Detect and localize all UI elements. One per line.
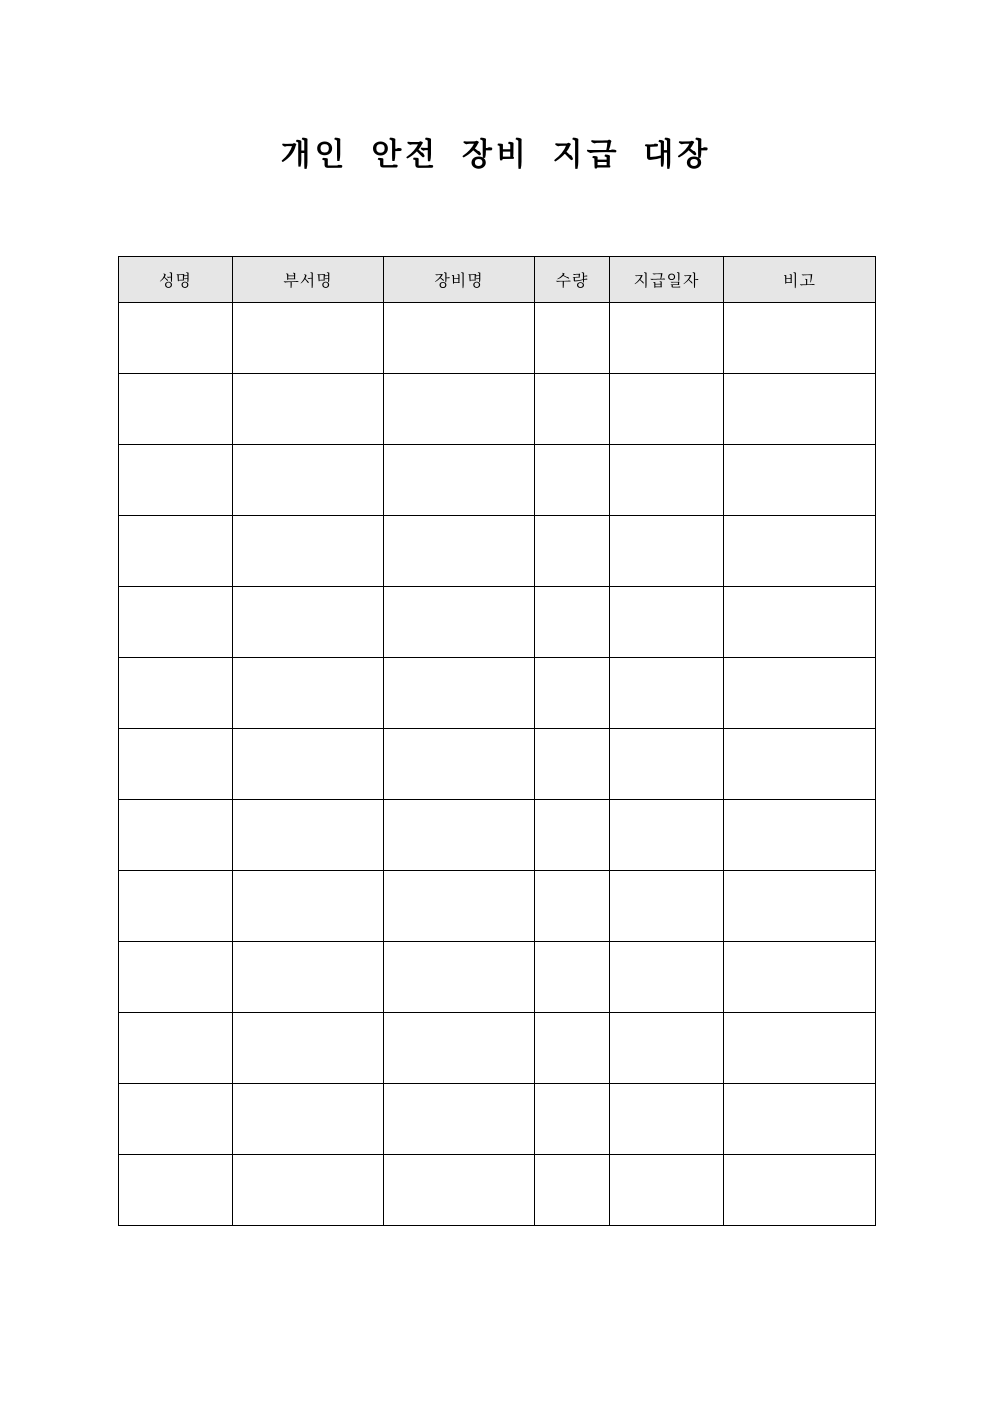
table-row [119,942,876,1013]
cell-name[interactable] [119,303,233,374]
cell-quantity[interactable] [535,303,610,374]
cell-issue-date[interactable] [610,729,724,800]
table-row [119,1084,876,1155]
cell-department[interactable] [233,871,384,942]
cell-quantity[interactable] [535,800,610,871]
cell-department[interactable] [233,516,384,587]
cell-department[interactable] [233,729,384,800]
cell-issue-date[interactable] [610,800,724,871]
cell-equipment[interactable] [384,658,535,729]
cell-department[interactable] [233,1155,384,1226]
table-row [119,516,876,587]
cell-remarks[interactable] [724,1155,876,1226]
table-body [119,303,876,1226]
cell-quantity[interactable] [535,516,610,587]
cell-issue-date[interactable] [610,942,724,1013]
cell-quantity[interactable] [535,1155,610,1226]
cell-name[interactable] [119,729,233,800]
cell-department[interactable] [233,303,384,374]
cell-remarks[interactable] [724,871,876,942]
cell-remarks[interactable] [724,658,876,729]
cell-issue-date[interactable] [610,445,724,516]
column-header-name: 성명 [119,257,233,303]
column-header-equipment: 장비명 [384,257,535,303]
cell-equipment[interactable] [384,1155,535,1226]
cell-remarks[interactable] [724,942,876,1013]
cell-equipment[interactable] [384,587,535,658]
table-row [119,800,876,871]
column-header-remarks: 비고 [724,257,876,303]
cell-remarks[interactable] [724,729,876,800]
table-header-row [119,257,876,303]
cell-equipment[interactable] [384,516,535,587]
cell-remarks[interactable] [724,303,876,374]
cell-name[interactable] [119,942,233,1013]
cell-issue-date[interactable] [610,374,724,445]
cell-equipment[interactable] [384,303,535,374]
cell-issue-date[interactable] [610,516,724,587]
cell-issue-date[interactable] [610,1155,724,1226]
cell-name[interactable] [119,587,233,658]
cell-remarks[interactable] [724,516,876,587]
cell-quantity[interactable] [535,374,610,445]
cell-quantity[interactable] [535,942,610,1013]
cell-remarks[interactable] [724,1084,876,1155]
cell-issue-date[interactable] [610,871,724,942]
cell-name[interactable] [119,800,233,871]
cell-remarks[interactable] [724,587,876,658]
cell-department[interactable] [233,658,384,729]
cell-issue-date[interactable] [610,303,724,374]
cell-quantity[interactable] [535,587,610,658]
cell-issue-date[interactable] [610,658,724,729]
cell-quantity[interactable] [535,729,610,800]
cell-issue-date[interactable] [610,1084,724,1155]
cell-name[interactable] [119,871,233,942]
table-row [119,303,876,374]
page-title: 개인 안전 장비 지급 대장 [280,137,712,173]
cell-equipment[interactable] [384,374,535,445]
cell-equipment[interactable] [384,871,535,942]
cell-name[interactable] [119,1013,233,1084]
cell-name[interactable] [119,445,233,516]
cell-name[interactable] [119,658,233,729]
cell-equipment[interactable] [384,1013,535,1084]
cell-department[interactable] [233,445,384,516]
cell-department[interactable] [233,942,384,1013]
cell-department[interactable] [233,1084,384,1155]
equipment-ledger-table [118,256,876,1226]
cell-equipment[interactable] [384,445,535,516]
cell-quantity[interactable] [535,445,610,516]
cell-equipment[interactable] [384,800,535,871]
table-row [119,729,876,800]
cell-department[interactable] [233,800,384,871]
column-header-issue-date: 지급일자 [610,257,724,303]
cell-equipment[interactable] [384,942,535,1013]
cell-name[interactable] [119,374,233,445]
cell-quantity[interactable] [535,1013,610,1084]
cell-department[interactable] [233,587,384,658]
cell-equipment[interactable] [384,729,535,800]
cell-equipment[interactable] [384,1084,535,1155]
cell-quantity[interactable] [535,658,610,729]
cell-remarks[interactable] [724,445,876,516]
column-header-department: 부서명 [233,257,384,303]
cell-department[interactable] [233,1013,384,1084]
cell-quantity[interactable] [535,1084,610,1155]
cell-name[interactable] [119,1155,233,1226]
cell-issue-date[interactable] [610,1013,724,1084]
cell-name[interactable] [119,516,233,587]
cell-issue-date[interactable] [610,587,724,658]
table-row [119,374,876,445]
cell-remarks[interactable] [724,1013,876,1084]
cell-department[interactable] [233,374,384,445]
table-row [119,587,876,658]
cell-quantity[interactable] [535,871,610,942]
table-row [119,1013,876,1084]
table-row [119,445,876,516]
cell-remarks[interactable] [724,800,876,871]
table-row [119,871,876,942]
cell-name[interactable] [119,1084,233,1155]
column-header-quantity: 수량 [535,257,610,303]
table-row [119,1155,876,1226]
cell-remarks[interactable] [724,374,876,445]
table-row [119,658,876,729]
